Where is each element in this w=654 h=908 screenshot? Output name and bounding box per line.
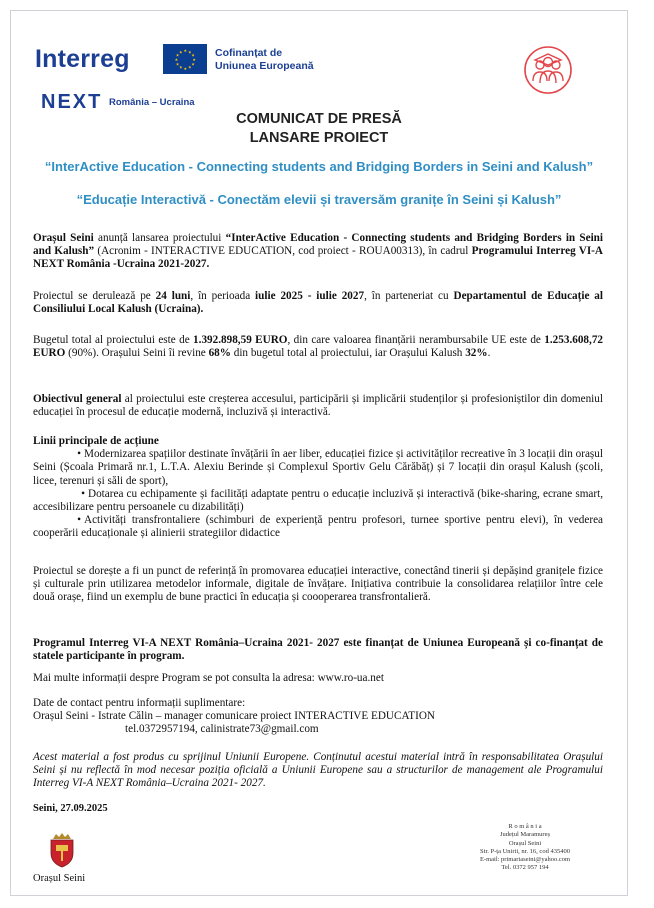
svg-text:★: ★ xyxy=(175,61,180,67)
svg-text:★: ★ xyxy=(179,64,183,70)
p2-period: iulie 2025 - iulie 2027 xyxy=(255,290,365,302)
lines-of-action xyxy=(33,435,603,541)
eu-line-1: Cofinanțat de xyxy=(215,47,283,59)
p2-text-2: , în perioada xyxy=(190,290,256,302)
p4-text: al proiectului este creșterea accesului, participării și implicării studenților și profesioniștilor din domeniul educației în procesul de educație modernă, incluzivă și interactivă. xyxy=(33,393,603,419)
svg-text:★: ★ xyxy=(188,49,192,55)
lines-heading: Linii principale de acțiune xyxy=(33,435,159,447)
p3-kalush-share: 32% xyxy=(465,347,488,360)
svg-text:★: ★ xyxy=(183,48,188,53)
p3-text-4: din bugetul total al proiectului, iar Orașului Kalush xyxy=(230,347,466,360)
interreg-logo-text: Interreg xyxy=(35,45,130,73)
p3-total-budget: 1.392.898,59 EURO xyxy=(193,334,288,346)
svg-text:★: ★ xyxy=(179,49,183,55)
footer-phone: Tel. 0372 957 194 xyxy=(501,864,549,872)
eu-cofinancing-label xyxy=(215,47,314,73)
p4-label: Obiectivul general xyxy=(33,393,122,405)
footer-city: Orașul Seini xyxy=(508,839,542,847)
p2-text-1: Proiectul se derulează pe xyxy=(33,290,156,302)
eu-flag-icon xyxy=(163,44,207,74)
p3-text-3: (90%). Orașului Seini îi revine xyxy=(65,347,209,360)
subtitle-romanian: “Educație Interactivă - Conectăm elevii și traversăm granițe în Seini și Kalush” xyxy=(76,192,562,207)
eu-line-2: Uniunea Europeană xyxy=(215,60,314,72)
p3-eu-funding: 1.253.608,72 EURO xyxy=(33,334,603,360)
lines-item-1 xyxy=(33,448,603,488)
lines-item-2 xyxy=(33,488,603,514)
contact-block xyxy=(33,697,603,737)
p1-program: Programului Interreg VI-A NEXT România -Ucraina 2021-2027. xyxy=(33,245,603,271)
lines-item-2-text: Dotarea cu echipamente și facilități adaptate pentru o educație incluzivă și interactivă (bike-sharing, ecrane smart, accesibilizare pentru persoanele cu dizabilități) xyxy=(33,487,603,514)
p1-project-title: “InterActive Education - Connecting students and Bridging Borders in Seini and Kalush” xyxy=(33,232,604,258)
p2-text-3: , în parteneriat cu xyxy=(364,290,454,302)
subtitle-english: “InterActive Education - Connecting students and Bridging Borders in Seini and Kalush” xyxy=(44,159,594,174)
footer-county: Județul Maramureș xyxy=(499,831,550,839)
svg-text:★: ★ xyxy=(174,57,179,62)
footer-country: R o m â n i a xyxy=(508,823,542,830)
paragraph-vision: Proiectul se dorește a fi un punct de referință în promovarea educației interactive, conectând tinerii și depășind granițele fizice și culturale prin utilizarea metodelor informale, digitale de învățare. Inițiativa contribuie la consolidarea relațiilor între cele două orașe, fiind un exemplu de bune practici în educația și coooperarea transfrontalieră. xyxy=(33,565,603,604)
bullet-2: • xyxy=(81,487,85,500)
contact-line-3: tel.0372957194, calinistrate73@gmail.com xyxy=(125,723,319,736)
svg-text:★: ★ xyxy=(175,52,180,58)
date-line: Seini, 27.09.2025 xyxy=(33,803,108,814)
bullet-3: • xyxy=(77,514,81,527)
bullet-1: • xyxy=(77,448,81,461)
p3-text-1: Bugetul total al proiectului este de xyxy=(33,334,194,346)
paragraph-budget xyxy=(33,334,603,360)
p1-city: Orașul Seini xyxy=(33,232,94,244)
svg-text:★: ★ xyxy=(188,64,192,70)
title-press-release: COMUNICAT DE PRESĂ xyxy=(236,111,402,127)
paragraph-duration xyxy=(33,290,603,316)
footer-email: E-mail: primariaseini@yahoo.com xyxy=(479,856,571,864)
svg-text:★: ★ xyxy=(191,52,195,58)
lines-item-1-text: Modernizarea spațiilor destinate învățării în aer liber, educației fizice și activităților recreative în 3 locații din orașul Seini (Școala Primară nr.1, L.T.A. Alexiu Berinde și Complexul Sportiv Gelu Cărăbăț) și 7 locații din orașul Kalush (școli, licee, terenuri și săli de sport), xyxy=(33,448,603,487)
paragraph-intro xyxy=(33,232,603,272)
paragraph-more-info: Mai multe informații despre Program se pot consulta la adresa: www.ro-ua.net xyxy=(33,672,384,684)
paragraph-objective xyxy=(33,393,603,419)
contact-line-1: Date de contact pentru informații suplimentare: xyxy=(33,697,246,709)
svg-text:★: ★ xyxy=(191,61,195,67)
p1-text-2: (Acronim - INTERACTIVE EDUCATION, cod proiect - ROUA00313), în cadrul xyxy=(94,245,472,258)
title-project-launch: LANSARE PROIECT xyxy=(249,130,389,146)
paragraph-funding-statement: Programul Interreg VI-A NEXT România–Ucraina 2021- 2027 este finanțat de Uniunea Europeană și co-finanțat de statele participante în program. xyxy=(33,637,603,663)
footer-address xyxy=(445,823,605,873)
crest-label: Orașul Seini xyxy=(33,873,86,884)
p2-months: 24 luni xyxy=(155,290,191,302)
students-logo-icon xyxy=(523,45,573,95)
p1-text-1: anunță lansarea proiectului xyxy=(93,232,226,244)
contact-line-2: Orașul Seini - Istrate Călin – manager comunicare proiect INTERACTIVE EDUCATION xyxy=(33,710,436,723)
program-region-label: România – Ucraina xyxy=(109,97,195,108)
p3-text-2: , din care valoarea finanțării nerambursabile UE este de xyxy=(287,334,545,346)
press-release-page xyxy=(10,10,628,896)
next-logo-text: NEXT xyxy=(41,91,103,113)
lines-item-3-text: Activități transfrontaliere (schimburi de experiență pentru profesori, turnee sportive pentru elevi), în vederea cooperării educaționale și alinierii strategiilor didactice xyxy=(33,514,603,540)
p3-text-5: . xyxy=(487,347,491,360)
p3-seini-share: 68% xyxy=(208,347,231,360)
svg-text:★: ★ xyxy=(183,66,188,71)
disclaimer: Acest material a fost produs cu sprijinul Uniunii Europene. Conținutul acestui material intră în responsabilitatea Orașului Seini și nu reflectă în mod necesar poziția oficială a Uniunii Europene sau a structurilor de management ale Programului Interreg VI-A NEXT România–Ucraina 2021- 2027. xyxy=(33,751,603,790)
p2-partner: Departamentul de Educație al Consiliului Local Kalush (Ucraina). xyxy=(33,290,604,316)
svg-text:★: ★ xyxy=(192,57,196,62)
lines-item-3 xyxy=(33,514,603,540)
seini-crest-icon xyxy=(47,831,77,869)
footer-street: Str. P-ța Unirii, nr. 16, cod 435400 xyxy=(480,847,570,855)
